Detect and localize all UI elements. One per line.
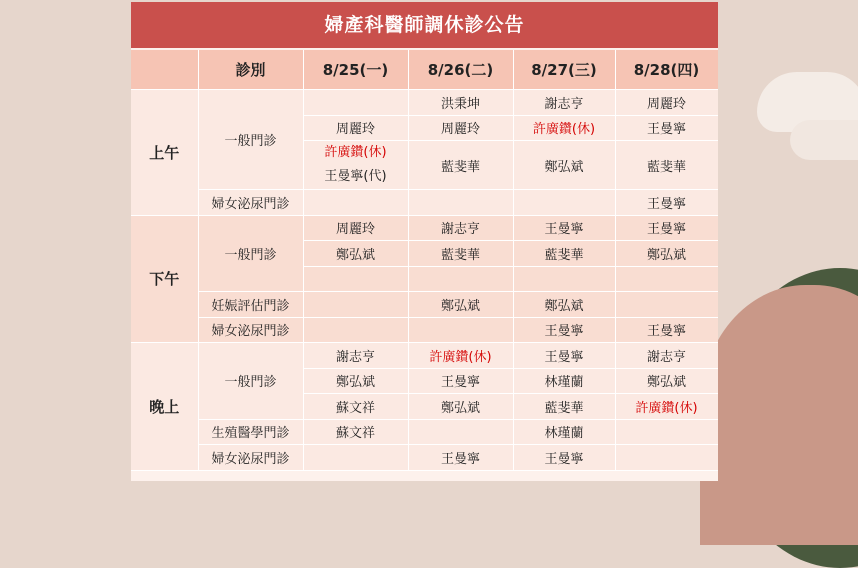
clinic-general: 一般門診 [198,343,303,420]
header-date-827: 8/27(三) [513,50,615,90]
table-cell: 王曼寧 [615,115,718,141]
table-cell-stacked [303,141,408,190]
table-row [131,292,718,318]
table-cell: 藍斐華 [408,241,513,267]
table-cell: 王曼寧 [615,317,718,343]
table-cell [615,445,718,471]
table-cell: 王曼寧 [615,190,718,216]
table-cell: 藍斐華 [615,141,718,190]
table-cell [408,190,513,216]
table-cell [408,266,513,292]
table-cell-off: 許廣鑽(休) [408,343,513,369]
table-cell: 藍斐華 [408,141,513,190]
table-cell-off: 許廣鑽(休) [615,394,718,420]
table-cell: 王曼寧 [513,343,615,369]
header-date-826: 8/26(二) [408,50,513,90]
clinic-urogyn: 婦女泌尿門診 [198,317,303,343]
header-date-825: 8/25(一) [303,50,408,90]
decor-cloud-small [790,120,858,160]
table-cell: 周麗玲 [303,215,408,241]
table-cell [513,190,615,216]
table-cell [303,292,408,318]
table-cell: 鄭弘斌 [303,368,408,394]
clinic-general: 一般門診 [198,90,303,190]
table-cell: 藍斐華 [513,241,615,267]
schedule-table [131,50,718,471]
cell-line-off: 許廣鑽(休) [324,145,387,160]
table-cell: 鄭弘斌 [615,368,718,394]
table-cell: 藍斐華 [513,394,615,420]
period-evening: 晚上 [131,343,198,471]
header-clinic: 診別 [198,50,303,90]
table-cell: 鄭弘斌 [408,394,513,420]
table-cell: 王曼寧 [513,445,615,471]
header-row [131,50,718,90]
table-cell [303,90,408,116]
period-afternoon: 下午 [131,215,198,343]
table-cell [615,292,718,318]
table-cell [303,445,408,471]
table-row [131,317,718,343]
clinic-urogyn: 婦女泌尿門診 [198,190,303,216]
page-title: 婦產科醫師調休診公告 [131,2,718,48]
table-row [131,445,718,471]
table-cell: 謝志亨 [513,90,615,116]
table-cell [615,266,718,292]
decor-hill-rose [700,285,858,545]
table-cell: 鄭弘斌 [513,292,615,318]
clinic-urogyn: 婦女泌尿門診 [198,445,303,471]
table-cell: 林瑾蘭 [513,419,615,445]
schedule-card [131,2,718,481]
table-cell: 鄭弘斌 [615,241,718,267]
clinic-general: 一般門診 [198,215,303,292]
clinic-reproductive: 生殖醫學門診 [198,419,303,445]
table-cell: 周麗玲 [408,115,513,141]
table-cell: 鄭弘斌 [513,141,615,190]
table-row [131,190,718,216]
table-cell: 謝志亨 [408,215,513,241]
table-cell: 林瑾蘭 [513,368,615,394]
table-cell [303,190,408,216]
table-cell: 王曼寧 [615,215,718,241]
table-cell-off: 許廣鑽(休) [513,115,615,141]
table-cell: 蘇文祥 [303,394,408,420]
table-cell: 蘇文祥 [303,419,408,445]
table-cell [303,266,408,292]
table-row [131,215,718,241]
table-row [131,343,718,369]
period-morning: 上午 [131,90,198,216]
table-row [131,90,718,116]
clinic-pregnancy: 妊娠評估門診 [198,292,303,318]
header-period [131,50,198,90]
table-cell: 謝志亨 [303,343,408,369]
table-cell [408,419,513,445]
table-cell: 王曼寧 [513,317,615,343]
table-cell: 周麗玲 [303,115,408,141]
table-cell [513,266,615,292]
table-cell [408,317,513,343]
table-cell [615,419,718,445]
table-cell: 洪秉坤 [408,90,513,116]
table-cell: 周麗玲 [615,90,718,116]
table-cell: 王曼寧 [513,215,615,241]
table-cell: 王曼寧 [408,445,513,471]
table-cell [303,317,408,343]
header-date-828: 8/28(四) [615,50,718,90]
table-cell: 謝志亨 [615,343,718,369]
table-cell: 鄭弘斌 [408,292,513,318]
cell-line-substitute: 王曼寧(代) [324,169,387,184]
table-cell: 王曼寧 [408,368,513,394]
table-row [131,419,718,445]
table-cell: 鄭弘斌 [303,241,408,267]
